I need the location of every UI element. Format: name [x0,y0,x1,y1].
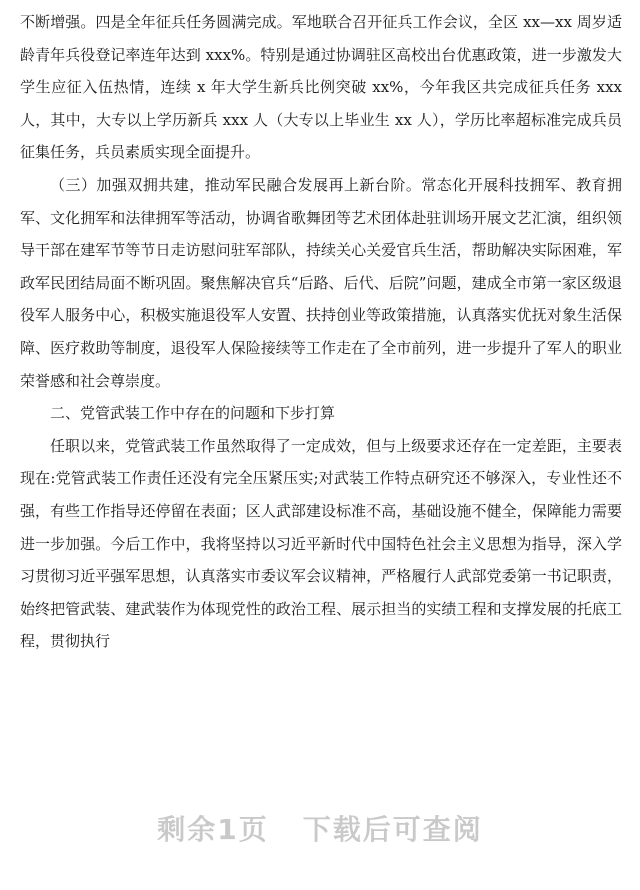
download-to-read-more-banner[interactable] [0,808,640,848]
remaining-pages-label: 剩余1页 [157,813,269,846]
paragraph-continuation: 不断增强。四是全年征兵任务圆满完成。军地联合召开征兵工作会议，全区 xx—xx 周岁适龄青年兵役登记率连年达到 xxx%。特别是通过协调驻区高校出台优惠政策，进一步激发大学生应征入伍热情，连续 x 年大学生新兵比例突破 xx%，今年我区共完成征兵任务 xxx 人，其中，大专以上学历新兵 xxx 人（大专以上毕业生 xx 人），学历比率超标准完成兵员征集任务，兵员素质实现全面提升。 [20,13,622,162]
section-heading: 二、党管武装工作中存在的问题和下步打算 [50,404,336,423]
download-prompt-label: 下载后可查阅 [302,813,483,846]
document-body [20,6,622,658]
paragraph-problems-and-plans: 任职以来，党管武装工作虽然取得了一定成效，但与上级要求还存在一定差距，主要表现在:党管武装工作责任还没有完全压紧压实;对武装工作特点研究还不够深入，专业性还不强，有些工作指导还停留在表面；区人武部建设标准不高，基础设施不健全，保障能力需要进一步加强。今后工作中，我将坚持以习近平新时代中国特色社会主义思想为指导，深入学习贯彻习近平强军思想，认真落实市委议军会议精神，严格履行人武部党委第一书记职责，始终把管武装、建武装作为体现党性的政治工程、展示担当的实绩工程和支撑发展的托底工程，贯彻执行 [20,436,622,651]
paragraph-military-civil-support: （三）加强双拥共建，推动军民融合发展再上新台阶。常态化开展科技拥军、教育拥军、文化拥军和法律拥军等活动，协调省歌舞团等艺术团体赴驻训场开展文艺汇演，组织领导干部在建军节等节日走访慰问驻军部队，持续关心关爱官兵生活，帮助解决实际困难，军政军民团结局面不断巩固。聚焦解决官兵“后路、后代、后院”问题，建成全市第一家区级退役军人服务中心，积极实施退役军人安置、扶持创业等政策措施，认真落实优抚对象生活保障、医疗救助等制度，退役军人保险接续等工作走在了全市前列，进一步提升了军人的职业荣誉感和社会尊崇度。 [20,175,622,390]
